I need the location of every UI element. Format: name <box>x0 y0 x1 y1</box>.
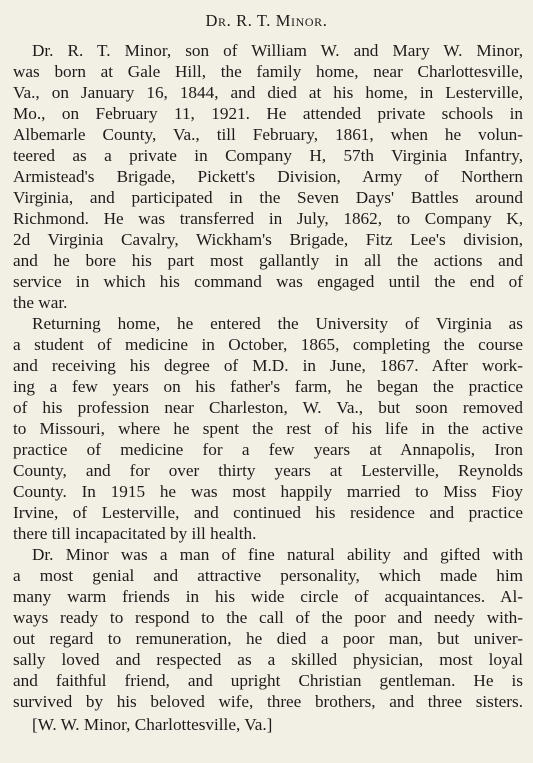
paragraph-1-line-4: Mo., on February 11, 1921. He attended private schools in <box>13 104 523 123</box>
signature: [W. W. Minor, Charlottesville, Va.] <box>32 715 273 734</box>
paragraph-3-line-4: ways ready to respond to the call of the poor and needy with- <box>13 608 523 627</box>
paragraph-1-line-2: was born at Gale Hill, the family home, near Charlottesville, <box>13 62 523 81</box>
paragraph-2-line-6: to Missouri, where he spent the rest of his life in the active <box>13 419 523 438</box>
paragraph-2-line-10: Irvine, of Lesterville, and continued his residence and practice <box>13 503 523 522</box>
paragraph-3-line-2: a most genial and attractive personality, which made him <box>13 566 523 585</box>
paragraph-2-line-2: a student of medicine in October, 1865, completing the course <box>13 335 523 354</box>
paragraph-1-line-7: Armistead's Brigade, Pickett's Division, Army of Northern <box>13 167 523 186</box>
paragraph-1-line-8: Virginia, and participated in the Seven Days' Battles around <box>13 188 523 207</box>
paragraph-3-line-6: sally loved and respected as a skilled physician, most loyal <box>13 650 523 669</box>
paragraph-2-line-11: there till incapacitated by ill health. <box>13 524 257 543</box>
paragraph-1-line-3: Va., on January 16, 1844, and died at his home, in Lesterville, <box>13 83 523 102</box>
paragraph-3-line-1: Dr. Minor was a man of fine natural ability and gifted with <box>32 545 523 564</box>
paragraph-1-line-1: Dr. R. T. Minor, son of William W. and Mary W. Minor, <box>32 41 523 60</box>
paragraph-3-line-5: out regard to remuneration, he died a poor man, but univer- <box>13 629 523 648</box>
paragraph-1-line-6: teered as a private in Company H, 57th Virginia Infantry, <box>13 146 523 165</box>
paragraph-2-line-7: practice of medicine for a few years at Annapolis, Iron <box>13 440 523 459</box>
page-title: Dr. R. T. Minor. <box>205 11 328 30</box>
paragraph-2-line-3: and receiving his degree of M.D. in June, 1867. After work- <box>13 356 523 375</box>
paragraph-2-line-8: County, and for over thirty years at Lesterville, Reynolds <box>13 461 523 480</box>
paragraph-3-line-7: and faithful friend, and upright Christian gentleman. He is <box>13 671 523 690</box>
paragraph-1-line-12: service in which his command was engaged until the end of <box>13 272 523 291</box>
paragraph-3-line-3: many warm friends in his wide circle of acquaintances. Al- <box>13 587 523 606</box>
paragraph-1-line-13: the war. <box>13 293 68 312</box>
paragraph-2-line-4: ing a few years on his father's farm, he began the practice <box>13 377 523 396</box>
paragraph-2-line-5: of his profession near Charleston, W. Va., but soon removed <box>13 398 523 417</box>
paragraph-1-line-9: Richmond. He was transferred in July, 1862, to Company K, <box>13 209 523 228</box>
paragraph-1-line-10: 2d Virginia Cavalry, Wickham's Brigade, Fitz Lee's division, <box>13 230 523 249</box>
paragraph-1-line-11: and he bore his part most gallantly in all the actions and <box>13 251 523 270</box>
paragraph-1-line-5: Albemarle County, Va., till February, 1861, when he volun- <box>13 125 523 144</box>
paragraph-2-line-9: County. In 1915 he was most happily married to Miss Fioy <box>13 482 523 501</box>
paragraph-3-line-8: survived by his beloved wife, three brothers, and three sisters. <box>13 692 523 711</box>
paragraph-2-line-1: Returning home, he entered the University of Virginia as <box>32 314 523 333</box>
